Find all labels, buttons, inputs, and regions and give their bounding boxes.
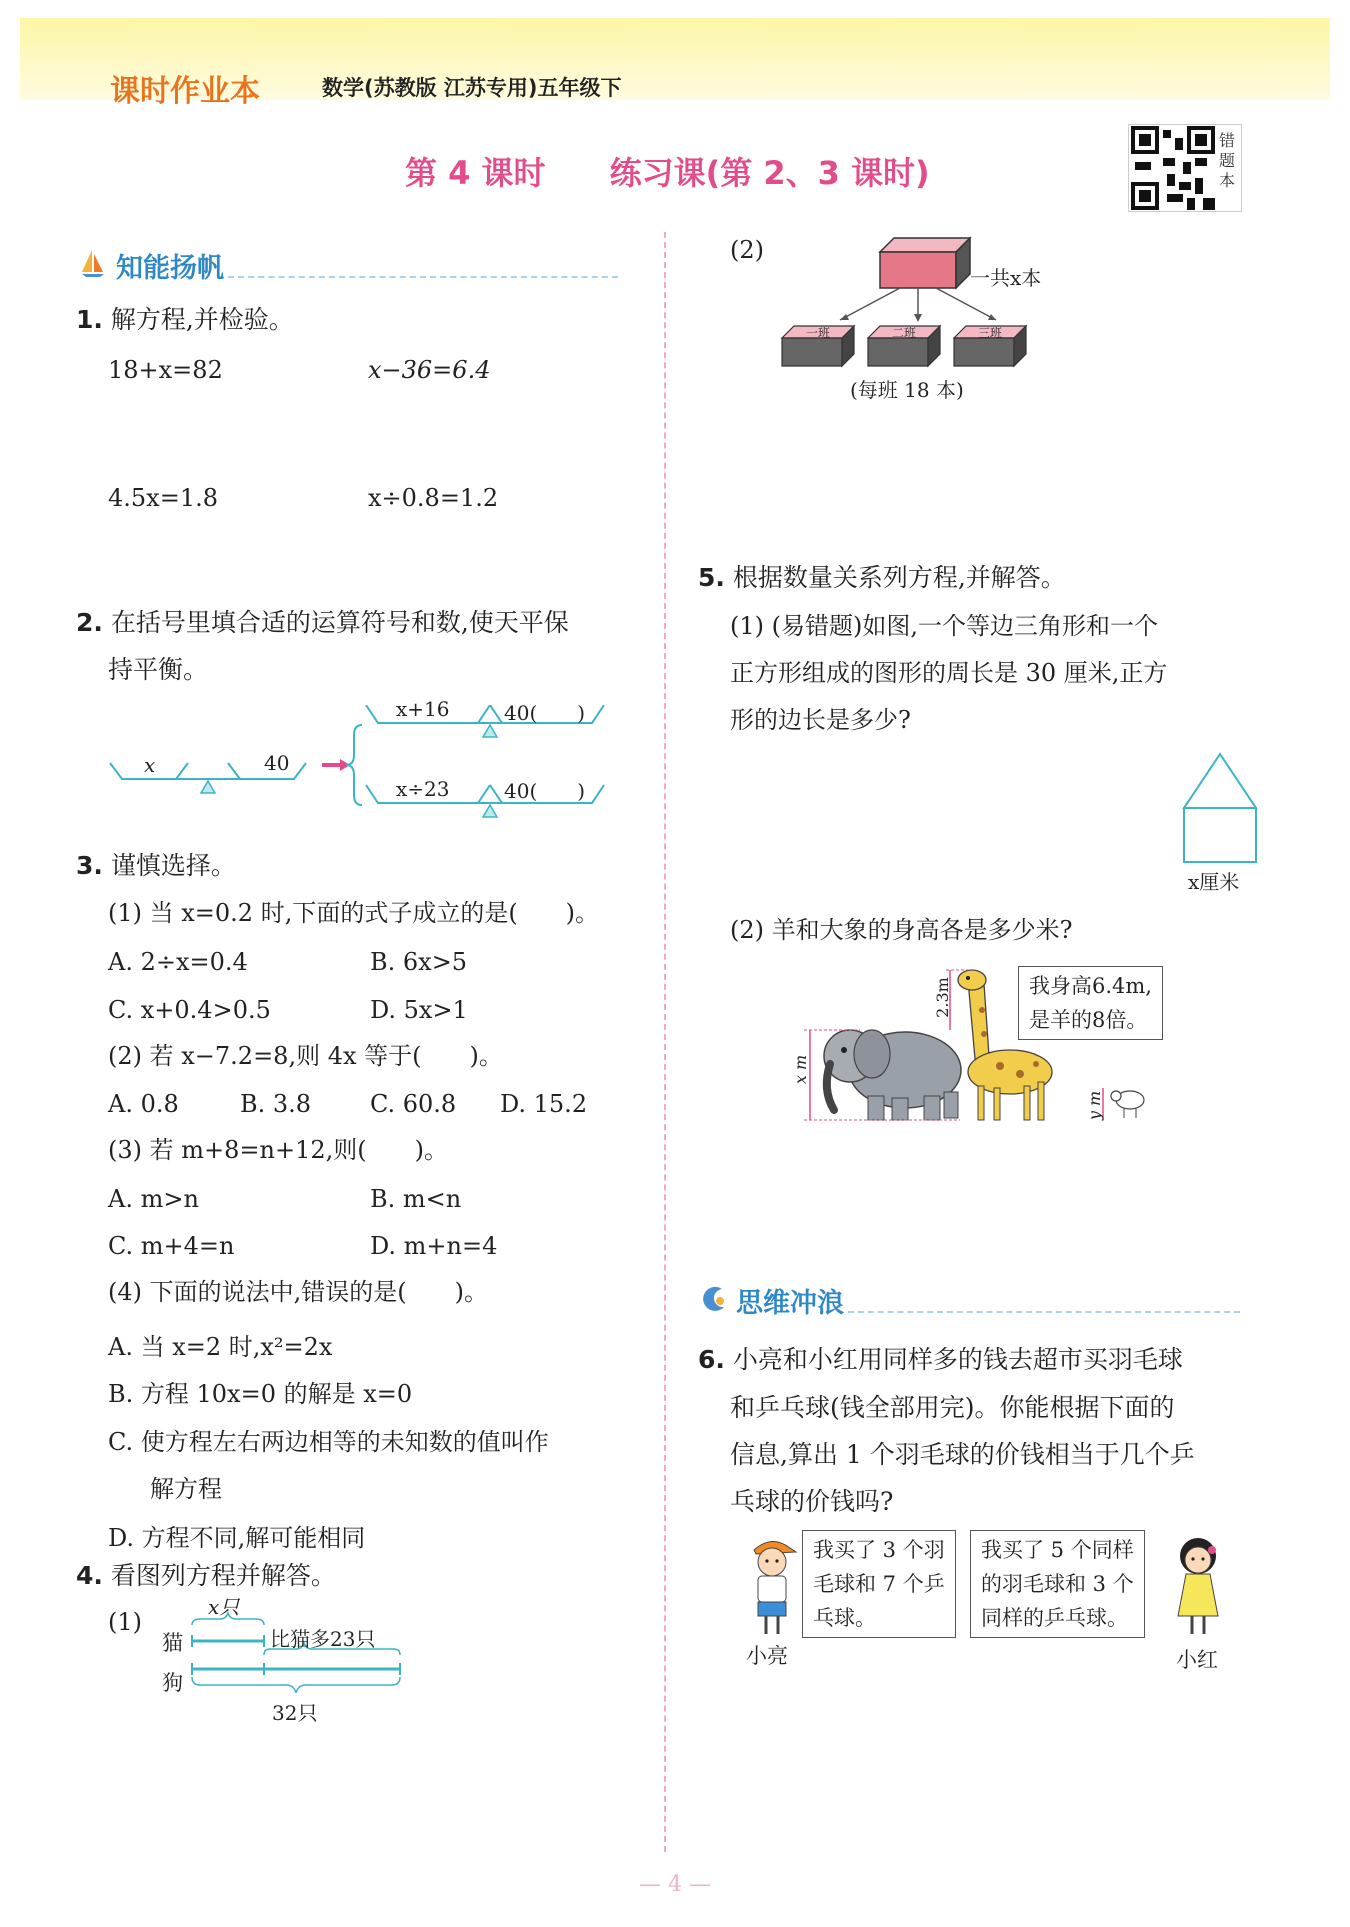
q3-p1-opt-c[interactable]: C. x+0.4>0.5 <box>108 996 271 1024</box>
q2-prompt: 2. 在括号里填合适的运算符号和数,使天平保 <box>76 608 569 637</box>
q1-eq-2: x−36=6.4 <box>368 356 491 384</box>
q3-part2: (2) 若 x−7.2=8,则 4x 等于( )。 <box>108 1042 503 1070</box>
qr-code[interactable] <box>1128 124 1242 212</box>
wave-icon <box>700 1285 728 1313</box>
each-class-label: (每班 18 本) <box>850 378 964 402</box>
balance-bot-right[interactable]: 40( ) <box>504 779 586 803</box>
q5-prompt: 5. 根据数量关系列方程,并解答。 <box>698 563 1066 592</box>
q3-p4-opt-b[interactable]: B. 方程 10x=0 的解是 x=0 <box>108 1380 413 1408</box>
giraffe-extra-label: 2.3m <box>932 977 952 1018</box>
elephant-height-label: x m <box>791 1054 811 1085</box>
balance-diagram <box>100 697 620 845</box>
q3-part1: (1) 当 x=0.2 时,下面的式子成立的是( )。 <box>108 899 600 927</box>
boy-figure <box>742 1532 802 1640</box>
q3-p3-opt-a[interactable]: A. m>n <box>108 1185 199 1213</box>
q4-part1-label: (1) <box>108 1608 142 1636</box>
q3-p1-opt-a[interactable]: A. 2÷x=0.4 <box>108 948 248 976</box>
total-books-label: 一共x本 <box>970 266 1042 290</box>
x-only-label: x只 <box>208 1595 240 1619</box>
girl-name: 小红 <box>1176 1648 1218 1672</box>
total-label: 32只 <box>272 1701 318 1725</box>
section-header-2 <box>700 1283 1248 1317</box>
q3-p4-opt-c-cont: 解方程 <box>150 1475 222 1503</box>
house-shape <box>1180 750 1262 868</box>
girl-icon <box>1168 1530 1228 1642</box>
q3-prompt: 3. 谨慎选择。 <box>76 851 236 880</box>
q6-line4: 乓球的价钱吗? <box>730 1487 894 1516</box>
girl-figure <box>1168 1530 1228 1642</box>
balance-top-left: x+16 <box>396 697 450 721</box>
class-3-label: 三班 <box>978 326 1003 340</box>
q5-part2: (2) 羊和大象的身高各是多少米? <box>730 916 1073 944</box>
column-divider <box>664 232 666 1852</box>
q5-p1-line3: 形的边长是多少? <box>730 706 911 734</box>
qr-code-icon <box>1131 126 1215 210</box>
q3-p3-opt-c[interactable]: C. m+4=n <box>108 1232 235 1260</box>
q5-p1-line2: 正方形组成的图形的周长是 30 厘米,正方 <box>730 659 1168 687</box>
boy-icon <box>742 1532 802 1640</box>
balance-left-x: x <box>144 753 156 777</box>
books-diagram <box>770 230 1090 405</box>
brand-logo: 课时作业本 <box>110 74 260 109</box>
q3-p3-opt-b[interactable]: B. m<n <box>370 1185 462 1213</box>
q1-eq-3: 4.5x=1.8 <box>108 484 218 512</box>
q1-prompt: 1. 解方程,并检验。 <box>76 305 294 334</box>
q4-prompt: 4. 看图列方程并解答。 <box>76 1561 336 1590</box>
q4-part2-label: (2) <box>730 236 764 264</box>
elephant-icon <box>824 1030 961 1120</box>
q1-eq-4: x÷0.8=1.2 <box>368 484 499 512</box>
section-title-1: 知能扬帆 <box>116 253 224 284</box>
page-number: — 4 — <box>639 1872 711 1897</box>
q3-p2-opt-c[interactable]: C. 60.8 <box>370 1090 457 1118</box>
q6-line2: 和乒乓球(钱全部用完)。你能根据下面的 <box>730 1393 1175 1422</box>
boy-speech-bubble: 我买了 3 个羽 毛球和 7 个乒 乓球。 <box>802 1530 956 1638</box>
balance-bot-left: x÷23 <box>396 777 450 801</box>
q3-part3: (3) 若 m+8=n+12,则( )。 <box>108 1136 448 1164</box>
q3-p3-opt-d[interactable]: D. m+n=4 <box>370 1232 498 1260</box>
side-length-label: x厘米 <box>1188 870 1240 894</box>
q3-p4-opt-a[interactable]: A. 当 x=2 时,x²=2x <box>108 1333 333 1361</box>
q5-p1-line1: (1) (易错题)如图,一个等边三角形和一个 <box>730 612 1158 640</box>
sheep-height-label: y m <box>1085 1090 1105 1121</box>
sail-icon <box>78 248 108 278</box>
subject-title: 数学(苏教版 江苏专用)五年级下 <box>322 76 622 100</box>
q6-line3: 信息,算出 1 个羽毛球的价钱相当于几个乒 <box>730 1440 1195 1469</box>
section-header-1 <box>78 248 626 282</box>
q3-p4-opt-c[interactable]: C. 使方程左右两边相等的未知数的值叫作 <box>108 1428 549 1456</box>
q1-eq-1: 18+x=82 <box>108 356 223 384</box>
cat-dog-diagram <box>160 1595 420 1735</box>
giraffe-speech-bubble: 我身高6.4m, 是羊的8倍。 <box>1018 966 1163 1040</box>
q2-prompt-line2: 持平衡。 <box>108 655 209 684</box>
q3-p1-opt-d[interactable]: D. 5x>1 <box>370 996 468 1024</box>
more-label: 比猫多23只 <box>270 1627 376 1651</box>
balance-left-40: 40 <box>264 751 290 775</box>
qr-label: 错题本 <box>1219 131 1236 190</box>
section-title-2: 思维冲浪 <box>736 1288 844 1319</box>
q3-p2-opt-b[interactable]: B. 3.8 <box>240 1090 312 1118</box>
q6-line1: 6. 小亮和小红用同样多的钱去超市买羽毛球 <box>698 1345 1183 1374</box>
balance-top-right[interactable]: 40( ) <box>504 701 586 725</box>
lesson-title: 第 4 课时 练习课(第 2、3 课时) <box>405 154 930 192</box>
q3-p4-opt-d[interactable]: D. 方程不同,解可能相同 <box>108 1524 366 1552</box>
class-2-label: 二班 <box>892 326 917 340</box>
girl-speech-bubble: 我买了 5 个同样 的羽毛球和 3 个 同样的乒乓球。 <box>970 1530 1145 1638</box>
cat-label: 猫 <box>162 1631 183 1655</box>
q3-p2-opt-a[interactable]: A. 0.8 <box>108 1090 179 1118</box>
dog-label: 狗 <box>162 1671 183 1695</box>
class-1-label: 一班 <box>806 326 831 340</box>
q3-p1-opt-b[interactable]: B. 6x>5 <box>370 948 468 976</box>
q3-p2-opt-d[interactable]: D. 15.2 <box>500 1090 588 1118</box>
q3-part4: (4) 下面的说法中,错误的是( )。 <box>108 1278 488 1306</box>
sheep-icon <box>1111 1091 1144 1118</box>
boy-name: 小亮 <box>746 1644 788 1668</box>
